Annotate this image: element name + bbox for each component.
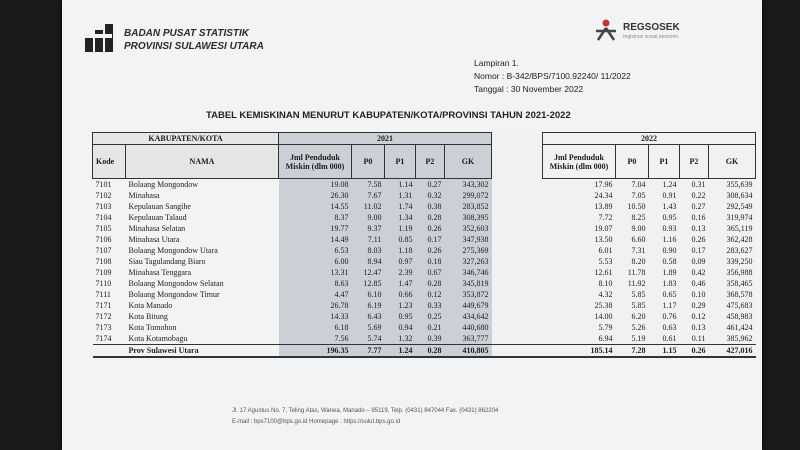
row-2021-p1: 1.14 — [385, 179, 416, 191]
row-2021-p0: 9.37 — [352, 223, 385, 234]
letter-reference — [474, 57, 631, 96]
row-2021-gk: 353,872 — [445, 289, 492, 300]
row-2021-gk: 343,302 — [445, 179, 492, 191]
row-2021-p0: 6.10 — [352, 289, 385, 300]
row-2022-jml: 19.07 — [543, 223, 616, 234]
row-2021-p1: 1.31 — [385, 190, 416, 201]
row-kode: 7108 — [95, 257, 112, 266]
row-2022-jml: 6.01 — [543, 245, 616, 256]
row-2022-p2: 0.22 — [680, 190, 709, 201]
row-2021-p0: 6.19 — [352, 300, 385, 311]
total-2021-gk: 410,805 — [445, 345, 492, 358]
row-2021-p1: 1.32 — [385, 333, 416, 345]
row-2021-p1: 1.34 — [385, 212, 416, 223]
row-2022-p0: 5.85 — [616, 300, 649, 311]
table-row — [93, 245, 756, 256]
row-2022-p2: 0.10 — [680, 289, 709, 300]
table-row — [93, 278, 756, 289]
row-2022-p1: 0.93 — [649, 223, 680, 234]
row-2022-p0: 8.25 — [616, 212, 649, 223]
row-2022-p2: 0.26 — [680, 234, 709, 245]
row-nama: Kota Bitung — [128, 312, 168, 321]
row-2022-gk: 319,974 — [709, 212, 756, 223]
row-2021-p1: 1.19 — [385, 223, 416, 234]
row-2021-p2: 0.28 — [416, 278, 445, 289]
row-2022-p1: 0.90 — [649, 245, 680, 256]
row-2021-p2: 0.17 — [416, 234, 445, 245]
row-2021-gk: 299,072 — [445, 190, 492, 201]
row-2022-p2: 0.42 — [680, 267, 709, 278]
row-2022-p2: 0.46 — [680, 278, 709, 289]
table-row — [93, 190, 756, 201]
row-2021-gk: 308,395 — [445, 212, 492, 223]
row-nama: Kepulauan Sangihe — [128, 202, 191, 211]
row-2021-p0: 11.02 — [352, 201, 385, 212]
row-nama: Minahasa Tenggara — [128, 268, 192, 277]
row-2022-p0: 8.20 — [616, 256, 649, 267]
total-2022-p1: 1.15 — [649, 345, 680, 358]
row-2021-gk: 345,819 — [445, 278, 492, 289]
poverty-table — [92, 132, 756, 358]
row-2021-p1: 0.95 — [385, 311, 416, 322]
row-2021-gk: 327,263 — [445, 256, 492, 267]
row-kode: 7102 — [95, 191, 112, 200]
row-2021-jml: 7.56 — [279, 333, 352, 345]
row-2022-p2: 0.13 — [680, 223, 709, 234]
footer-address: Jl. 17 Agustus No. 7, Teling Atas, Wanea, Manado – 95119, Telp. (0431) 847044 Fax. (0431) 862204 — [232, 408, 499, 414]
row-2022-p1: 0.65 — [649, 289, 680, 300]
lampiran: Lampiran 1. — [474, 58, 519, 68]
row-kode: 7171 — [95, 301, 112, 310]
row-2022-p0: 7.05 — [616, 190, 649, 201]
org-line-2: PROVINSI SULAWESI UTARA — [124, 41, 264, 52]
row-2021-p0: 8.03 — [352, 245, 385, 256]
row-2022-p0: 5.19 — [616, 333, 649, 345]
row-2022-gk: 368,578 — [709, 289, 756, 300]
row-2022-gk: 385,962 — [709, 333, 756, 345]
row-2021-p2: 0.21 — [416, 322, 445, 333]
col-p1-2022: P1 — [649, 145, 680, 179]
row-2021-p2: 0.25 — [416, 311, 445, 322]
row-2022-p1: 0.95 — [649, 212, 680, 223]
row-2021-jml: 14.49 — [279, 234, 352, 245]
row-nama: Bolaang Mongondow Timur — [128, 290, 220, 299]
row-2021-gk: 275,369 — [445, 245, 492, 256]
row-2021-p1: 0.66 — [385, 289, 416, 300]
row-2022-p2: 0.13 — [680, 322, 709, 333]
row-2021-p0: 7.67 — [352, 190, 385, 201]
row-2022-gk: 292,549 — [709, 201, 756, 212]
total-row — [93, 345, 756, 358]
row-2022-p1: 1.24 — [649, 179, 680, 191]
row-2021-p2: 0.18 — [416, 256, 445, 267]
row-2021-jml: 13.31 — [279, 267, 352, 278]
row-2021-jml: 6.53 — [279, 245, 352, 256]
row-2022-gk: 458,983 — [709, 311, 756, 322]
row-2022-p1: 1.17 — [649, 300, 680, 311]
table-body — [93, 179, 756, 345]
row-2022-jml: 8.10 — [543, 278, 616, 289]
row-2022-p1: 1.83 — [649, 278, 680, 289]
row-2022-jml: 13.89 — [543, 201, 616, 212]
row-nama: Minahasa — [128, 191, 160, 200]
row-2021-p1: 2.39 — [385, 267, 416, 278]
row-2021-p2: 0.32 — [416, 190, 445, 201]
document-page — [62, 0, 762, 450]
row-2022-p1: 0.76 — [649, 311, 680, 322]
year-2022-header: 2022 — [543, 133, 756, 145]
row-2021-p2: 0.38 — [416, 201, 445, 212]
row-2021-gk: 363,777 — [445, 333, 492, 345]
row-2022-p2: 0.17 — [680, 245, 709, 256]
row-2021-jml: 26.30 — [279, 190, 352, 201]
row-2021-p0: 12.85 — [352, 278, 385, 289]
row-2021-p1: 1.23 — [385, 300, 416, 311]
table-row — [93, 256, 756, 267]
total-2022-jml: 185.14 — [543, 345, 616, 358]
row-2021-gk: 346,746 — [445, 267, 492, 278]
row-2021-p1: 0.94 — [385, 322, 416, 333]
total-2022-p2: 0.26 — [680, 345, 709, 358]
row-2021-jml: 6.00 — [279, 256, 352, 267]
row-2021-gk: 440,680 — [445, 322, 492, 333]
table-row — [93, 179, 756, 191]
col-jml-2022: Jml Penduduk Miskin (dlm 000) — [543, 145, 616, 179]
row-2022-gk: 308,634 — [709, 190, 756, 201]
row-2021-jml: 19.08 — [279, 179, 352, 191]
row-2022-p0: 9.00 — [616, 223, 649, 234]
row-2021-p2: 0.39 — [416, 333, 445, 345]
row-2021-p1: 1.18 — [385, 245, 416, 256]
year-2021-header: 2021 — [279, 133, 492, 145]
footer — [232, 406, 498, 428]
row-2022-p0: 5.85 — [616, 289, 649, 300]
row-2021-gk: 352,603 — [445, 223, 492, 234]
table-row — [93, 201, 756, 212]
row-2021-p2: 0.26 — [416, 245, 445, 256]
total-2021-p2: 0.28 — [416, 345, 445, 358]
footer-contact: E-mail : bps7100@bps.go.id Homepage : https://sulut.bps.go.id — [232, 419, 401, 425]
row-2022-p1: 1.89 — [649, 267, 680, 278]
row-2022-p1: 0.63 — [649, 322, 680, 333]
row-kode: 7174 — [95, 334, 112, 343]
row-nama: Minahasa Selatan — [128, 224, 186, 233]
row-kode: 7173 — [95, 323, 112, 332]
total-2022-gk: 427,016 — [709, 345, 756, 358]
row-2021-jml: 4.47 — [279, 289, 352, 300]
row-2022-gk: 283,627 — [709, 245, 756, 256]
table-row — [93, 267, 756, 278]
row-2022-jml: 14.00 — [543, 311, 616, 322]
row-2021-gk: 449,679 — [445, 300, 492, 311]
row-2022-gk: 356,988 — [709, 267, 756, 278]
table-row — [93, 333, 756, 345]
row-2021-p0: 7.11 — [352, 234, 385, 245]
row-2022-jml: 5.79 — [543, 322, 616, 333]
row-2022-jml: 4.32 — [543, 289, 616, 300]
col-gk-2022: GK — [709, 145, 756, 179]
total-2021-jml: 196.35 — [279, 345, 352, 358]
row-2021-p0: 8.94 — [352, 256, 385, 267]
row-2021-p0: 9.00 — [352, 212, 385, 223]
col-p1-2021: P1 — [385, 145, 416, 179]
row-nama: Kota Manado — [128, 301, 173, 310]
tanggal: Tanggal : 30 November 2022 — [474, 84, 584, 94]
row-2021-jml: 8.37 — [279, 212, 352, 223]
row-2021-gk: 434,642 — [445, 311, 492, 322]
row-2022-jml: 24.34 — [543, 190, 616, 201]
partner-name: REGSOSEK — [623, 22, 680, 33]
row-2021-gk: 347,938 — [445, 234, 492, 245]
table-row — [93, 212, 756, 223]
row-2022-p0: 11.92 — [616, 278, 649, 289]
table-row — [93, 223, 756, 234]
row-2022-gk: 475,683 — [709, 300, 756, 311]
row-2022-jml: 12.61 — [543, 267, 616, 278]
row-2021-p0: 5.74 — [352, 333, 385, 345]
col-p2-2021: P2 — [416, 145, 445, 179]
row-kode: 7101 — [95, 180, 112, 189]
row-2021-jml: 8.63 — [279, 278, 352, 289]
row-2022-gk: 365,119 — [709, 223, 756, 234]
row-2021-jml: 14.33 — [279, 311, 352, 322]
row-2022-p1: 0.61 — [649, 333, 680, 345]
partner-tagline: registrasi sosial ekonomi — [623, 34, 678, 40]
org-name — [124, 27, 264, 53]
row-2021-p2: 0.28 — [416, 212, 445, 223]
table-title: TABEL KEMISKINAN MENURUT KABUPATEN/KOTA/PROVINSI TAHUN 2021-2022 — [206, 110, 571, 121]
row-2021-p1: 1.47 — [385, 278, 416, 289]
row-kode: 7172 — [95, 312, 112, 321]
row-kode: 7103 — [95, 202, 112, 211]
row-nama: Siau Tagulandang Biaro — [128, 257, 206, 266]
row-2021-jml: 19.77 — [279, 223, 352, 234]
col-jml-2021: Jml Penduduk Miskin (dlm 000) — [279, 145, 352, 179]
row-2022-gk: 355,639 — [709, 179, 756, 191]
row-nama: Kota Kotamobagu — [128, 334, 188, 343]
org-line-1: BADAN PUSAT STATISTIK — [124, 28, 249, 39]
row-2022-p2: 0.12 — [680, 311, 709, 322]
row-nama: Bolaang Mongondow Utara — [128, 246, 218, 255]
col-p0-2021: P0 — [352, 145, 385, 179]
col-p2-2022: P2 — [680, 145, 709, 179]
row-kode: 7111 — [95, 290, 111, 299]
row-2022-p0: 7.31 — [616, 245, 649, 256]
row-kode: 7104 — [95, 213, 112, 222]
header-row-1 — [93, 133, 756, 145]
row-2021-p0: 12.47 — [352, 267, 385, 278]
row-2022-p0: 7.04 — [616, 179, 649, 191]
row-2022-p1: 1.16 — [649, 234, 680, 245]
row-2022-p2: 0.16 — [680, 212, 709, 223]
total-2021-p1: 1.24 — [385, 345, 416, 358]
table-row — [93, 289, 756, 300]
row-2021-p1: 0.97 — [385, 256, 416, 267]
row-2022-jml: 13.50 — [543, 234, 616, 245]
row-nama: Minahasa Utara — [128, 235, 180, 244]
row-2021-p0: 7.58 — [352, 179, 385, 191]
row-2021-gk: 283,852 — [445, 201, 492, 212]
row-2021-jml: 6.18 — [279, 322, 352, 333]
header-row-2 — [93, 145, 756, 179]
group-header: KABUPATEN/KOTA — [93, 133, 279, 145]
row-kode: 7105 — [95, 224, 112, 233]
row-nama: Kota Tomohon — [128, 323, 177, 332]
row-kode: 7109 — [95, 268, 112, 277]
row-kode: 7107 — [95, 246, 112, 255]
row-2021-p2: 0.26 — [416, 223, 445, 234]
row-2022-gk: 362,428 — [709, 234, 756, 245]
row-2021-p0: 6.43 — [352, 311, 385, 322]
row-2022-p1: 0.58 — [649, 256, 680, 267]
total-2021-p0: 7.77 — [352, 345, 385, 358]
row-nama: Bolaang Mongondow Selatan — [128, 279, 224, 288]
row-kode: 7110 — [95, 279, 112, 288]
table-row — [93, 234, 756, 245]
col-kode: Kode — [93, 145, 126, 179]
row-2021-p1: 0.85 — [385, 234, 416, 245]
col-nama: NAMA — [126, 145, 279, 179]
row-2022-jml: 25.38 — [543, 300, 616, 311]
row-2022-p2: 0.31 — [680, 179, 709, 191]
nomor: Nomor : B-342/BPS/7100.92240/ 11/2022 — [474, 71, 631, 81]
row-2022-p0: 10.50 — [616, 201, 649, 212]
row-2022-p1: 0.91 — [649, 190, 680, 201]
row-2021-p2: 0.27 — [416, 179, 445, 191]
row-nama: Bolaang Mongondow — [128, 180, 199, 189]
row-2022-gk: 339,250 — [709, 256, 756, 267]
bps-logo-icon — [82, 22, 116, 56]
row-2022-jml: 17.96 — [543, 179, 616, 191]
row-2021-jml: 26.78 — [279, 300, 352, 311]
col-gk-2021: GK — [445, 145, 492, 179]
row-2022-p0: 11.78 — [616, 267, 649, 278]
total-nama: Prov Sulawesi Utara — [126, 345, 279, 358]
row-2022-gk: 461,424 — [709, 322, 756, 333]
row-kode: 7106 — [95, 235, 112, 244]
row-2022-jml: 7.72 — [543, 212, 616, 223]
row-2022-p0: 6.20 — [616, 311, 649, 322]
total-2022-p0: 7.28 — [616, 345, 649, 358]
row-2021-p2: 0.33 — [416, 300, 445, 311]
row-2022-p2: 0.29 — [680, 300, 709, 311]
row-2021-jml: 14.55 — [279, 201, 352, 212]
row-2022-p0: 6.60 — [616, 234, 649, 245]
row-2022-jml: 5.53 — [543, 256, 616, 267]
table-row — [93, 300, 756, 311]
row-2021-p2: 0.12 — [416, 289, 445, 300]
row-2022-p0: 5.26 — [616, 322, 649, 333]
row-2022-jml: 6.94 — [543, 333, 616, 345]
row-2021-p1: 1.74 — [385, 201, 416, 212]
row-2022-p1: 1.43 — [649, 201, 680, 212]
row-2022-p2: 0.11 — [680, 333, 709, 345]
regsosek-logo-icon — [592, 18, 620, 44]
table-row — [93, 311, 756, 322]
row-2022-gk: 358,465 — [709, 278, 756, 289]
row-2022-p2: 0.09 — [680, 256, 709, 267]
col-p0-2022: P0 — [616, 145, 649, 179]
row-2021-p0: 5.69 — [352, 322, 385, 333]
table-row — [93, 322, 756, 333]
row-2021-p2: 0.67 — [416, 267, 445, 278]
row-2022-p2: 0.27 — [680, 201, 709, 212]
row-nama: Kepulauan Talaud — [128, 213, 187, 222]
